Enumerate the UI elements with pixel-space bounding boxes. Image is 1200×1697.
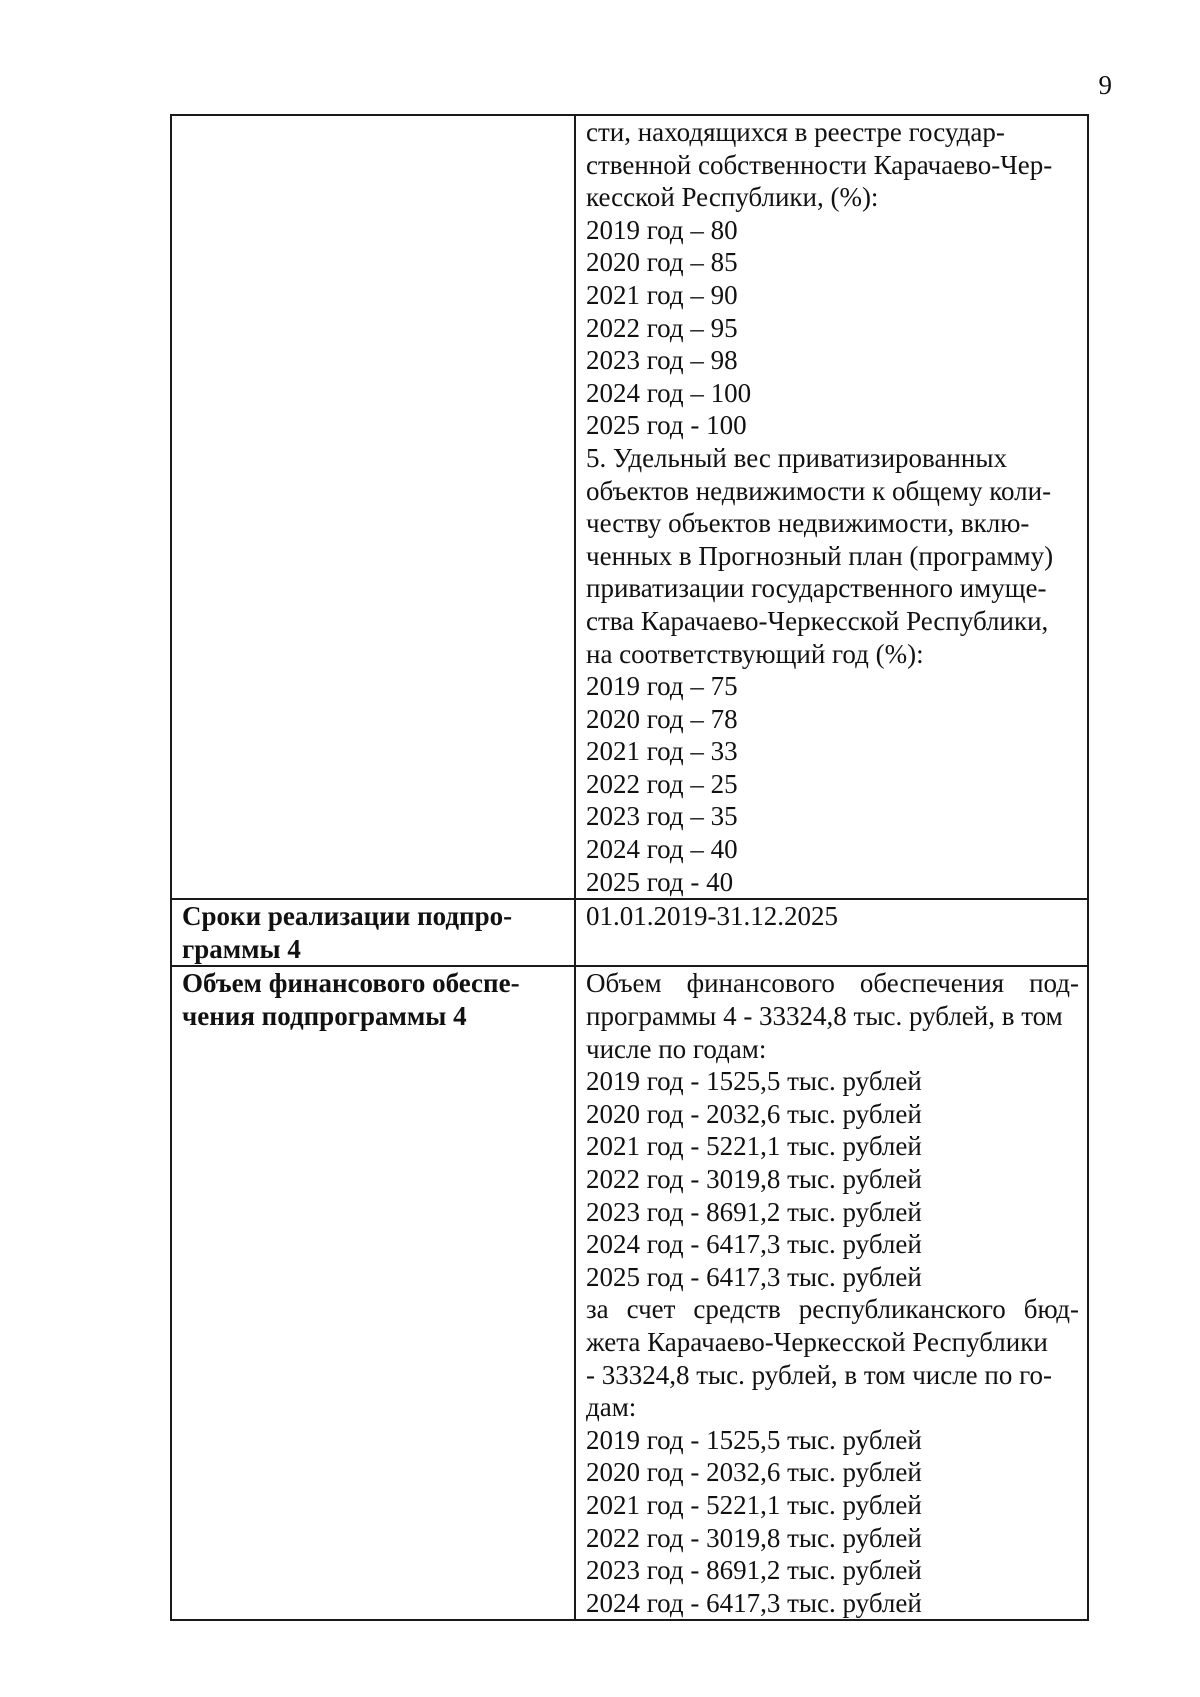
value-line: ственной собственности Карачаево-Чер- [586, 149, 1053, 180]
value-line: 2019 год – 75 [586, 671, 738, 702]
value-line: 2024 год – 100 [586, 377, 752, 408]
value-cell [575, 966, 1088, 1620]
table-row [171, 966, 1088, 1620]
value-line: 5. Удельный вес приватизированных [586, 442, 1007, 473]
value-line: 2023 год - 8691,2 тыс. рублей [586, 1555, 922, 1586]
value-line: 2020 год – 78 [586, 703, 738, 734]
value-line: 2019 год - 1525,5 тыс. рублей [586, 1066, 922, 1097]
value-cell [575, 115, 1088, 899]
passport-table [170, 114, 1089, 1621]
value-line: 2024 год – 40 [586, 834, 738, 865]
value-line: 2022 год – 25 [586, 768, 738, 799]
value-line: 2019 год - 1525,5 тыс. рублей [586, 1424, 922, 1455]
value-line: дам: [586, 1392, 637, 1423]
value-line: 2024 год - 6417,3 тыс. рублей [586, 1229, 922, 1260]
value-line: - 33324,8 тыс. рублей, в том числе по го- [586, 1359, 1053, 1390]
value-line: за счет средств республиканского бюд- [586, 1294, 1079, 1325]
value-line: 2021 год – 90 [586, 279, 738, 310]
label-line: Сроки реализации подпро- [182, 901, 513, 932]
value-line: 2021 год - 5221,1 тыс. рублей [586, 1489, 922, 1520]
value-line: 2019 год – 80 [586, 214, 738, 245]
value-line: 2025 год - 6417,3 тыс. рублей [586, 1261, 922, 1292]
value-line: программы 4 - 33324,8 тыс. рублей, в том [586, 1001, 1063, 1032]
value-line: сти, находящихся в реестре государ- [586, 117, 1005, 147]
value-line: приватизации государственного имуще- [586, 573, 1047, 604]
table-row [171, 115, 1088, 899]
label-cell [171, 899, 575, 966]
value-line: кесской Республики, (%): [586, 182, 879, 213]
label-line: граммы 4 [182, 933, 301, 964]
value-line: 01.01.2019-31.12.2025 [586, 901, 838, 932]
value-line: 2024 год - 6417,3 тыс. рублей [586, 1587, 922, 1618]
value-line: 2023 год – 35 [586, 801, 738, 832]
value-line: Объем финансового обеспечения под- [586, 968, 1079, 999]
value-line: числе по годам: [586, 1033, 767, 1064]
value-line: 2023 год – 98 [586, 345, 738, 376]
value-line: 2021 год - 5221,1 тыс. рублей [586, 1131, 922, 1162]
value-line: 2021 год – 33 [586, 736, 738, 767]
value-line: 2022 год - 3019,8 тыс. рублей [586, 1522, 922, 1553]
value-line: 2020 год – 85 [586, 247, 738, 278]
label-cell [171, 966, 575, 1620]
value-line: 2022 год – 95 [586, 312, 738, 343]
value-line: 2023 год - 8691,2 тыс. рублей [586, 1196, 922, 1227]
value-line: на соответствующий год (%): [586, 638, 924, 669]
value-line: ченных в Прогнозный план (программу) [586, 540, 1054, 571]
label-cell [171, 115, 575, 899]
value-line: объектов недвижимости к общему коли- [586, 475, 1052, 506]
page-number: 9 [1098, 70, 1112, 100]
value-line: 2020 год - 2032,6 тыс. рублей [586, 1098, 922, 1129]
table-row [171, 899, 1088, 966]
value-line: честву объектов недвижимости, вклю- [586, 508, 1030, 539]
label-line: Объем финансового обеспе- [182, 968, 520, 999]
value-line: жета Карачаево-Черкесской Республики [586, 1326, 1048, 1357]
value-line: 2025 год - 100 [586, 410, 747, 441]
value-line: ства Карачаево-Черкесской Республики, [586, 605, 1049, 636]
label-line: чения подпрограммы 4 [182, 1001, 467, 1032]
value-cell [575, 899, 1088, 966]
value-line: 2020 год - 2032,6 тыс. рублей [586, 1457, 922, 1488]
value-line: 2022 год - 3019,8 тыс. рублей [586, 1164, 922, 1194]
value-line: 2025 год - 40 [586, 866, 734, 897]
